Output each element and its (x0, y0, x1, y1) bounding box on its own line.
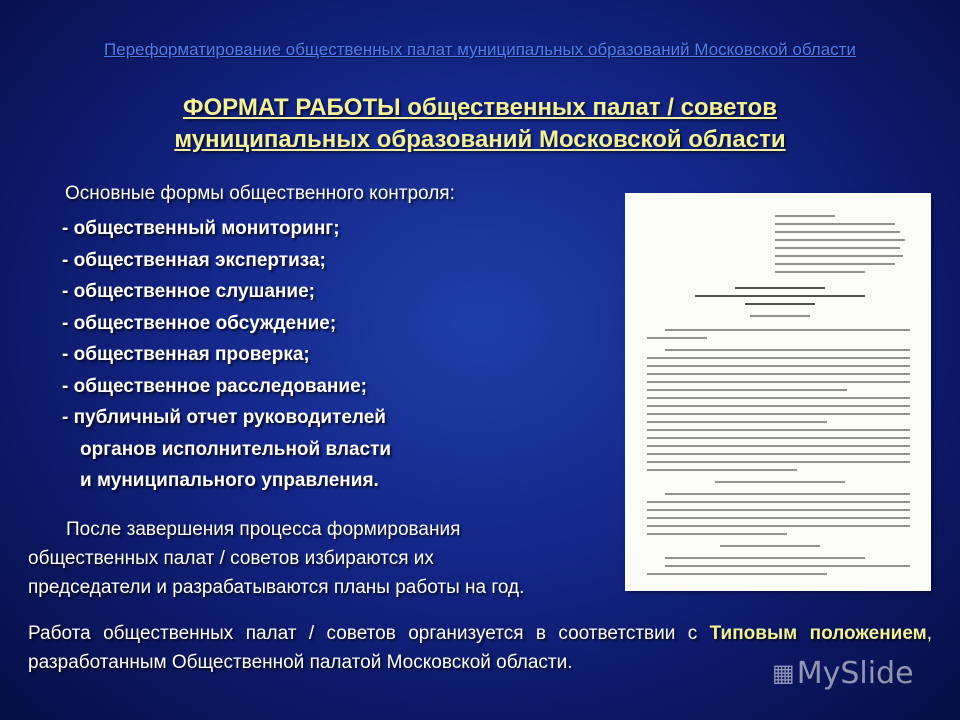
list-item: - общественная экспертиза; (62, 249, 326, 271)
list-item-continuation: и муниципального управления. (80, 470, 379, 491)
watermark (772, 656, 914, 691)
list-item: - общественная проверка; (62, 344, 310, 365)
typical-regulation-highlight: Типовым положением (709, 623, 927, 644)
forms-intro: Основные формы общественного контроля: (65, 183, 455, 204)
after-line-2: общественных палат / советов избираются их (28, 548, 434, 569)
list-item: - общественный мониторинг; (62, 218, 340, 239)
after-line-1: После завершения процесса формирования (66, 519, 461, 540)
document-text-lines (625, 193, 931, 591)
list-item: - общественное расследование; (62, 375, 367, 397)
title-line-1: ФОРМАТ РАБОТЫ общественных палат / советов (183, 94, 777, 121)
watermark-text: MySlide (796, 656, 914, 691)
list-item: - публичный отчет руководителей (62, 407, 386, 428)
final-text-2: , разработанным Общественной палатой Московской области. (28, 623, 933, 673)
list-item-continuation: органов исполнительной власти (80, 438, 392, 460)
final-text-1: Работа общественных палат / советов организуется в соответствии с (28, 623, 710, 644)
myslide-icon: ▦ (772, 659, 795, 687)
after-formation-paragraph (28, 515, 628, 602)
title-line-2: муниципальных образований Московской области (174, 126, 786, 153)
after-line-3: председатели и разрабатываются планы работы на год. (28, 577, 525, 598)
list-item: - общественное обсуждение; (62, 312, 337, 334)
header-link[interactable]: Переформатирование общественных палат муниципальных образований Московской области (104, 40, 856, 59)
page-title (0, 92, 960, 156)
document-image (625, 193, 931, 591)
forms-list (62, 213, 391, 497)
list-item: - общественное слушание; (62, 281, 315, 302)
